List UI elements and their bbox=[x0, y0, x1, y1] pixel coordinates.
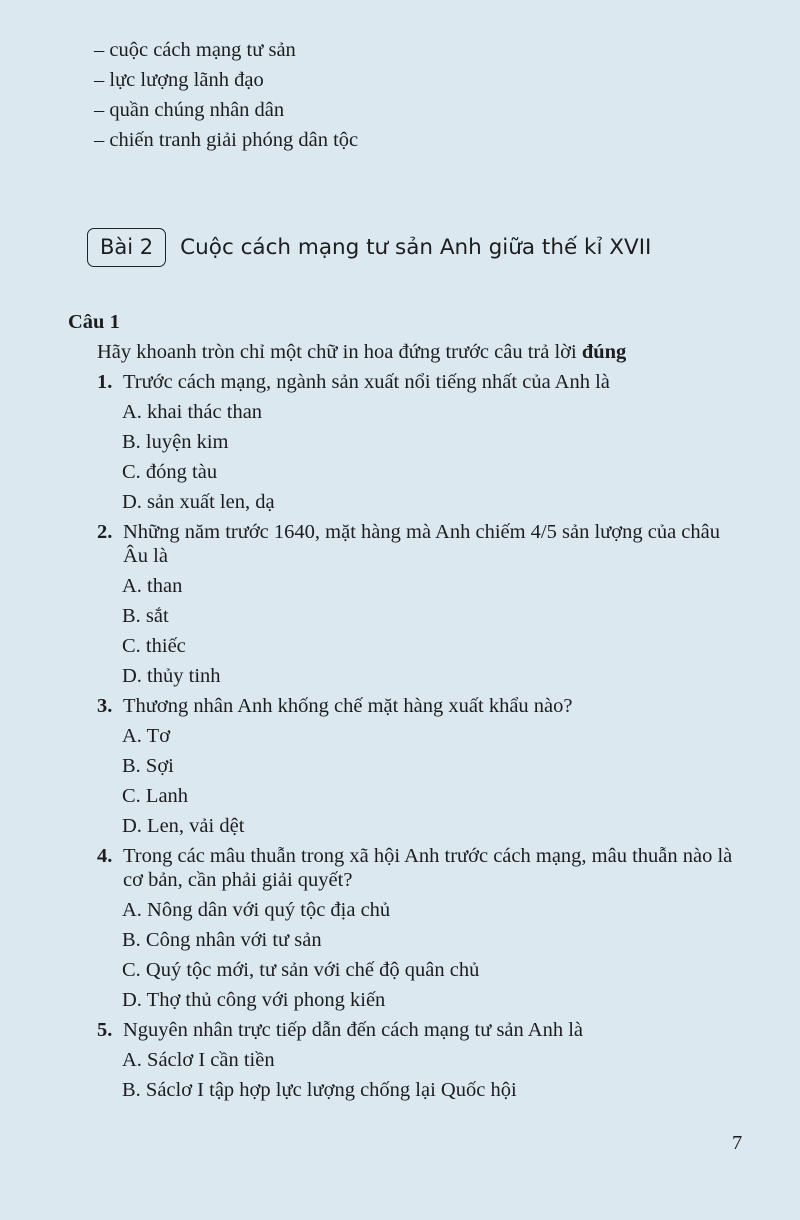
list-item: – cuộc cách mạng tư sản bbox=[94, 39, 296, 61]
question bbox=[94, 517, 744, 571]
answer-option[interactable]: D. thủy tinh bbox=[122, 665, 221, 687]
lesson-title: Cuộc cách mạng tư sản Anh giữa thế kỉ XVII bbox=[180, 235, 652, 260]
answer-option[interactable]: C. Quý tộc mới, tư sản với chế độ quân chủ bbox=[122, 959, 480, 981]
questions bbox=[94, 337, 744, 1105]
answer-option[interactable]: A. than bbox=[122, 575, 183, 597]
answer-option[interactable]: B. Sợi bbox=[122, 755, 174, 777]
instruction-bold: đúng bbox=[581, 341, 627, 363]
answer-option[interactable]: C. Lanh bbox=[122, 785, 189, 807]
question bbox=[94, 841, 744, 895]
answer-option[interactable]: A. Sáclơ I cần tiền bbox=[122, 1049, 275, 1071]
question-number: 5. bbox=[97, 1019, 113, 1041]
question-text: Thương nhân Anh khống chế mặt hàng xuất khẩu nào? bbox=[123, 695, 573, 717]
answer-option[interactable]: A. Nông dân với quý tộc địa chủ bbox=[122, 899, 391, 921]
list-item: – chiến tranh giải phóng dân tộc bbox=[94, 129, 359, 151]
answer-option[interactable]: D. sản xuất len, dạ bbox=[122, 491, 275, 513]
question-number: 4. bbox=[97, 845, 113, 867]
instruction-text: Hãy khoanh tròn chỉ một chữ in hoa đứng trước câu trả lời bbox=[97, 341, 582, 363]
question-text: Những năm trước 1640, mặt hàng mà Anh chiếm 4/5 sản lượng của châu Âu là bbox=[123, 521, 720, 567]
question-text: Nguyên nhân trực tiếp dẫn đến cách mạng tư sản Anh là bbox=[123, 1019, 583, 1041]
question-number: 2. bbox=[97, 521, 113, 543]
answer-option[interactable]: B. Sáclơ I tập hợp lực lượng chống lại Quốc hội bbox=[122, 1079, 517, 1101]
answer-option[interactable]: B. sắt bbox=[122, 605, 169, 627]
answer-option[interactable]: D. Len, vải dệt bbox=[122, 815, 245, 837]
answer-option[interactable]: C. thiếc bbox=[122, 635, 186, 657]
question-text: Trong các mâu thuẫn trong xã hội Anh trước cách mạng, mâu thuẫn nào là cơ bản, cần phải giải quyết? bbox=[123, 845, 733, 891]
list-item: – quần chúng nhân dân bbox=[94, 99, 285, 121]
answer-option[interactable]: B. luyện kim bbox=[122, 431, 229, 453]
answer-option[interactable]: A. Tơ bbox=[122, 725, 171, 747]
question bbox=[94, 367, 744, 397]
question bbox=[94, 1015, 744, 1045]
section-heading: Câu 1 bbox=[68, 311, 120, 333]
question-number: 1. bbox=[97, 371, 113, 393]
answer-option[interactable]: A. khai thác than bbox=[122, 401, 263, 423]
lesson-label: Bài 2 bbox=[87, 228, 166, 267]
question bbox=[94, 691, 744, 721]
list-item: – lực lượng lãnh đạo bbox=[94, 69, 264, 91]
instruction bbox=[94, 337, 744, 367]
answer-option[interactable]: D. Thợ thủ công với phong kiến bbox=[122, 989, 386, 1011]
lesson-heading bbox=[87, 228, 651, 267]
top-list bbox=[94, 35, 358, 155]
question-number: 3. bbox=[97, 695, 113, 717]
answer-option[interactable]: C. đóng tàu bbox=[122, 461, 218, 483]
answer-option[interactable]: B. Công nhân với tư sản bbox=[122, 929, 322, 951]
page-number: 7 bbox=[732, 1132, 743, 1154]
question-text: Trước cách mạng, ngành sản xuất nổi tiếng nhất của Anh là bbox=[123, 371, 610, 393]
